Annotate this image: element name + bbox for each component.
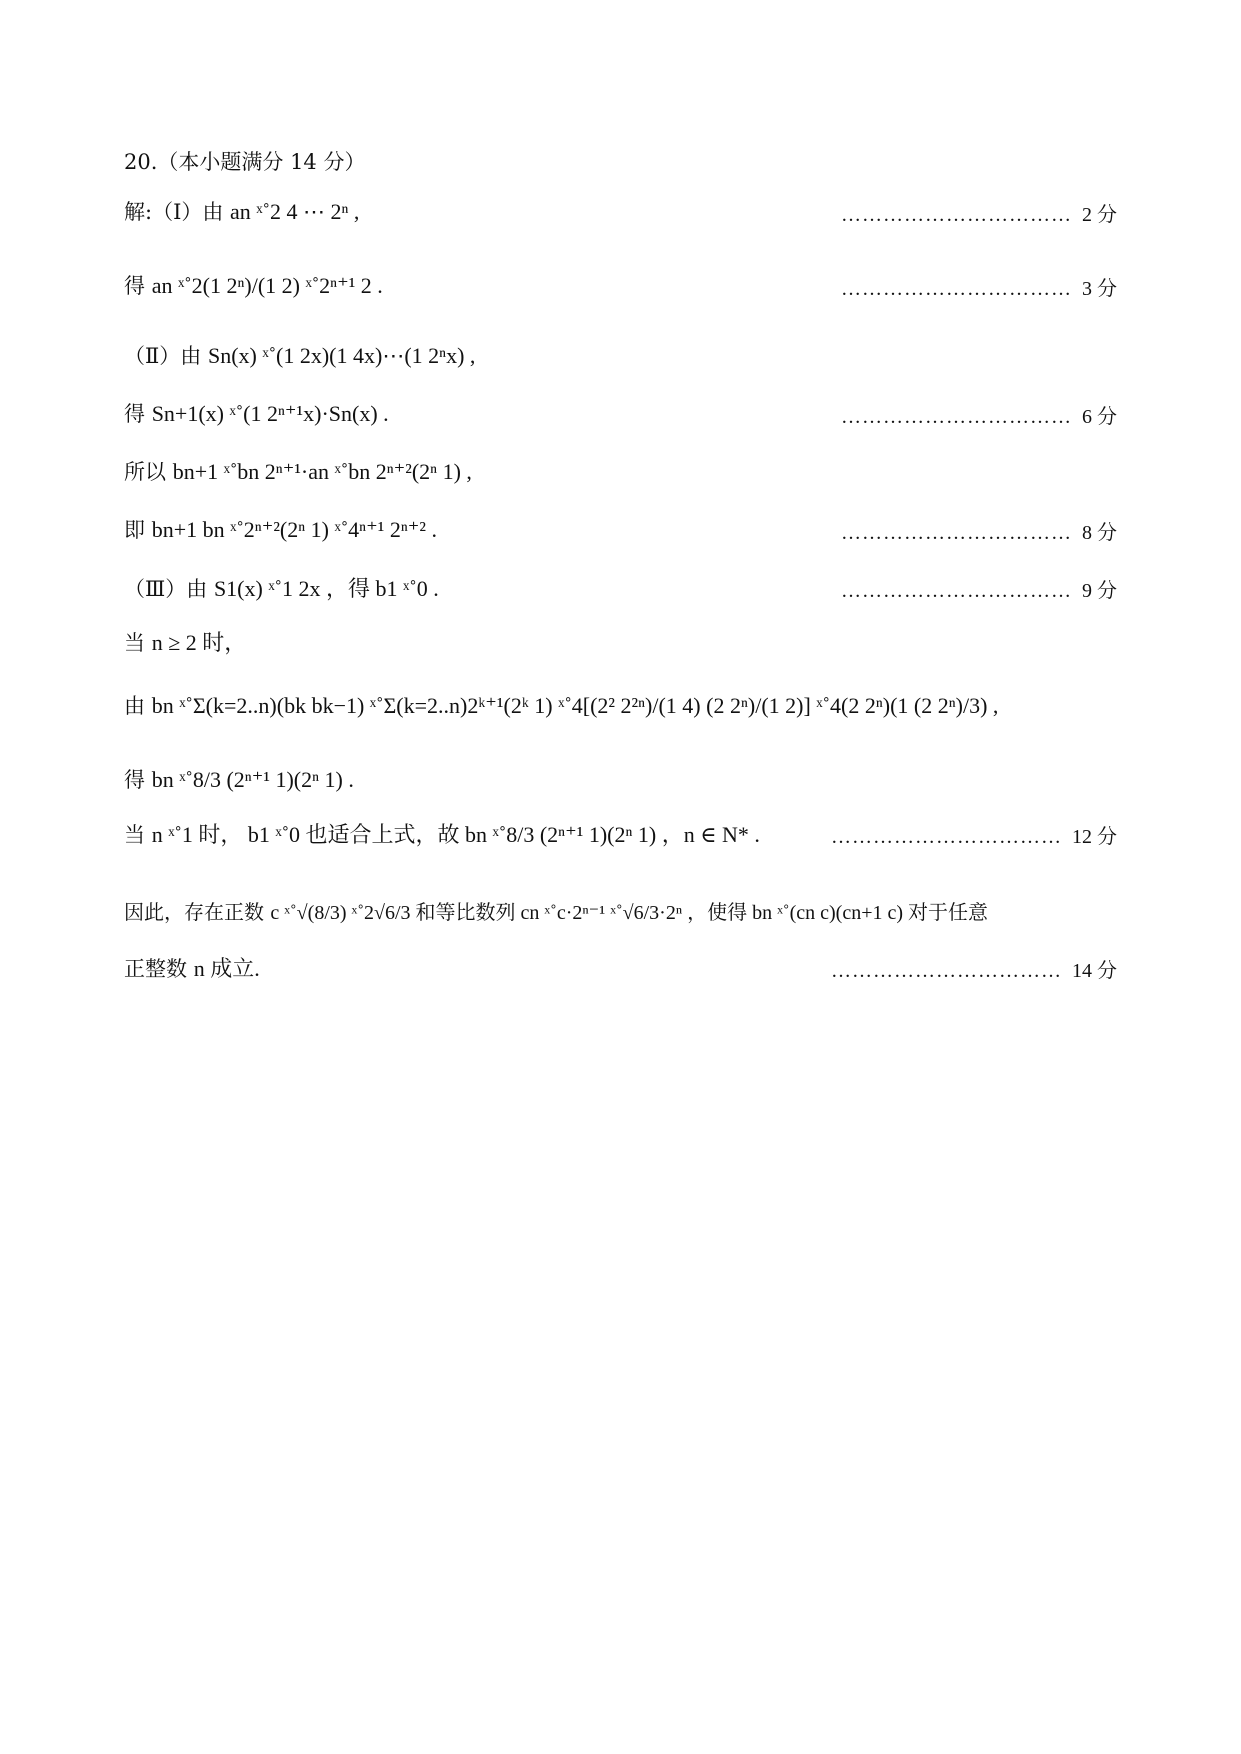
score-mark: …………………………… 3 分	[841, 278, 1117, 300]
solution-line: 得 bn ˣ˚8/3 (2ⁿ⁺¹ 1)(2ⁿ 1) .	[124, 767, 354, 792]
solution-line: 当 n ˣ˚1 时， b1 ˣ˚0 也适合上式，故 bn ˣ˚8/3 (2ⁿ⁺¹ 1)(2ⁿ 1) ，n ∈ N* .	[124, 822, 760, 847]
problem-heading: 20.（本小题满分 14 分）	[124, 150, 366, 174]
solution-line: 得 Sn+1(x) ˣ˚(1 2ⁿ⁺¹x)·Sn(x) .	[124, 401, 389, 426]
solution-line: （Ⅱ）由 Sn(x) ˣ˚(1 2x)(1 4x)⋯(1 2ⁿx) ,	[124, 343, 476, 368]
solution-line: 所以 bn+1 ˣ˚bn 2ⁿ⁺¹·an ˣ˚bn 2ⁿ⁺²(2ⁿ 1) ,	[124, 459, 472, 484]
solution-line: 由 bn ˣ˚Σ(k=2..n)(bk bk−1) ˣ˚Σ(k=2..n)2ᵏ⁺¹(2ᵏ 1) ˣ˚4[(2² 2²ⁿ)/(1 4) (2 2ⁿ)/(1 2)] ˣ˚4(2 2ⁿ)(1 (2 2ⁿ)/3) ,	[124, 693, 999, 718]
score-mark: …………………………… 9 分	[841, 580, 1117, 602]
solution-line: 正整数 n 成立.	[124, 956, 260, 981]
solution-line: 当 n ≥ 2 时，	[124, 630, 247, 655]
solution-line: 即 bn+1 bn ˣ˚2ⁿ⁺²(2ⁿ 1) ˣ˚4ⁿ⁺¹ 2ⁿ⁺² .	[124, 517, 437, 542]
score-mark: …………………………… 14 分	[831, 960, 1117, 982]
solution-line: 得 an ˣ˚2(1 2ⁿ)/(1 2) ˣ˚2ⁿ⁺¹ 2 .	[124, 273, 383, 298]
solution-line: （Ⅲ）由 S1(x) ˣ˚1 2x ，得 b1 ˣ˚0 .	[124, 576, 439, 601]
score-mark: …………………………… 2 分	[841, 204, 1117, 226]
score-mark: …………………………… 6 分	[841, 406, 1117, 428]
solution-line: 因此，存在正数 c ˣ˚√(8/3) ˣ˚2√6/3 和等比数列 cn ˣ˚c·2ⁿ⁻¹ ˣ˚√6/3·2ⁿ ，使得 bn ˣ˚(cn c)(cn+1 c) 对于任意	[124, 900, 989, 924]
score-mark: …………………………… 12 分	[831, 826, 1117, 848]
solution-line: 解:（Ⅰ）由 an ˣ˚2 4 ⋯ 2ⁿ ,	[124, 199, 360, 224]
score-mark: …………………………… 8 分	[841, 522, 1117, 544]
